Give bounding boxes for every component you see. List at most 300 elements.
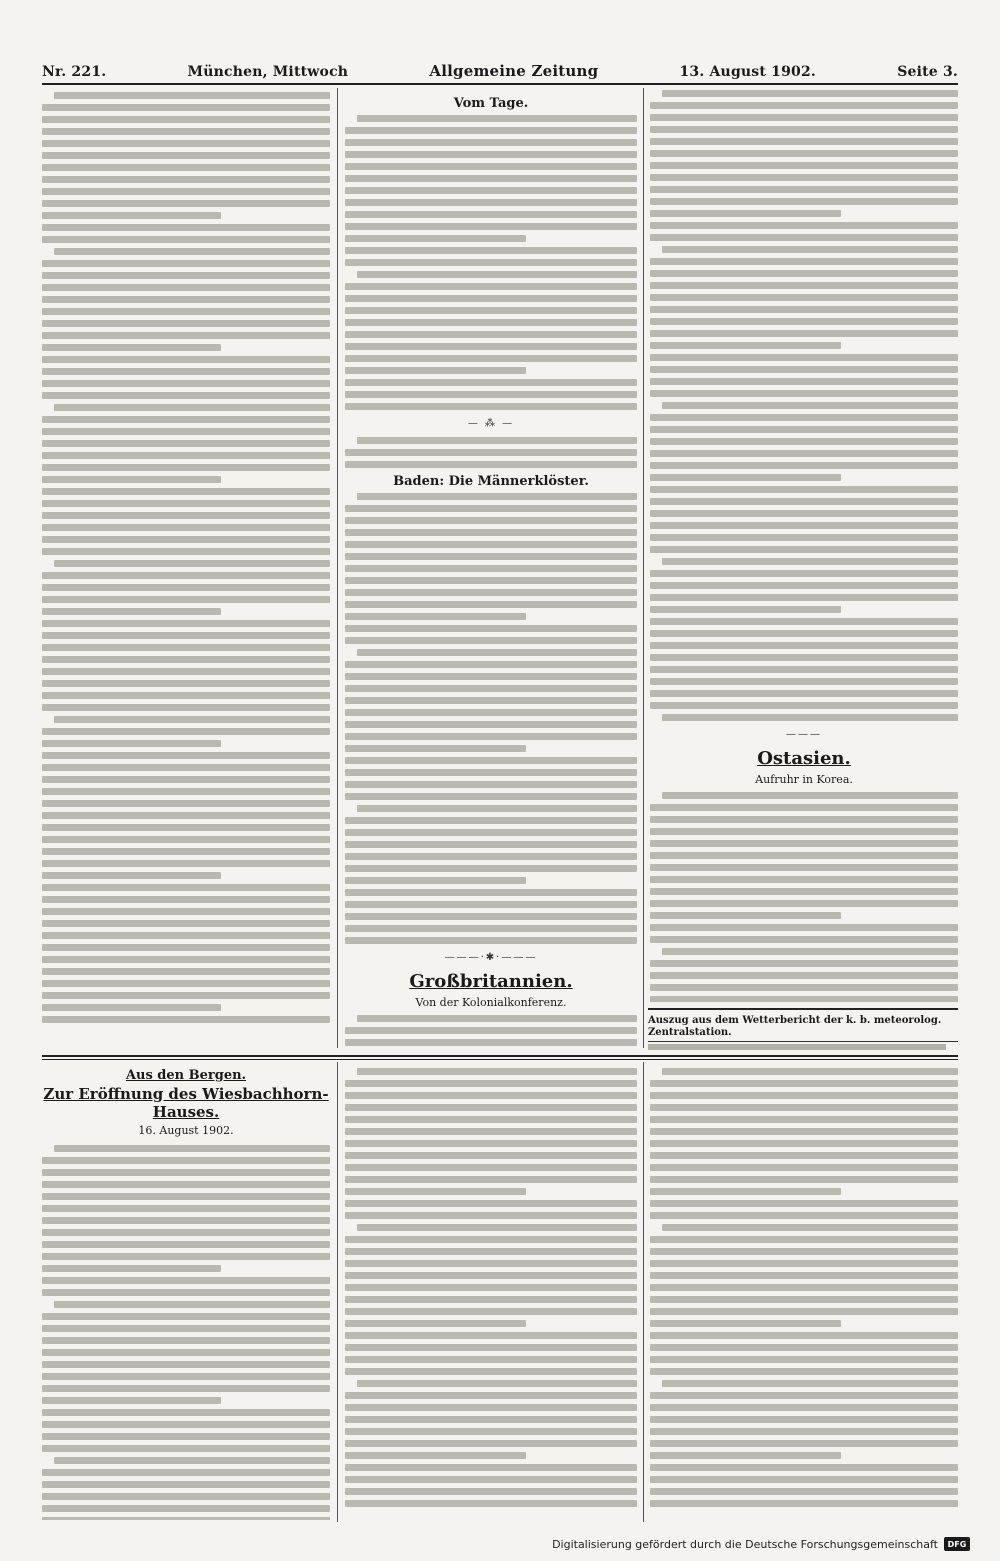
text-line: [345, 1476, 637, 1483]
feuilleton-date: 16. August 1902.: [138, 1124, 234, 1137]
text-line: [345, 613, 526, 620]
text-line: [662, 246, 958, 253]
text-line: [345, 937, 637, 944]
feuilleton-subtitle: Zur Eröffnung des Wiesbachhorn-Hauses.: [43, 1085, 329, 1121]
text-line: [345, 853, 637, 860]
text-line: [42, 704, 330, 711]
text-line: [650, 150, 958, 157]
text-line: [42, 1277, 330, 1284]
paper-title: Allgemeine Zeitung: [429, 62, 599, 80]
text-line: [42, 1421, 330, 1428]
text-line: [650, 390, 958, 397]
text-line: [345, 461, 637, 468]
text-line: [42, 368, 330, 375]
text-line: [650, 1248, 958, 1255]
column-text: [650, 90, 958, 721]
text-line: [345, 781, 637, 788]
text-line: [345, 1428, 637, 1435]
text-line: [650, 1080, 958, 1087]
text-line: [345, 817, 637, 824]
text-line: [650, 1200, 958, 1207]
text-line: [42, 1325, 330, 1332]
text-line: [42, 680, 330, 687]
weather-report: [648, 1008, 958, 1042]
text-line: [357, 1224, 637, 1231]
text-line: [42, 620, 330, 627]
text-line: [345, 127, 637, 134]
text-line: [650, 924, 958, 931]
column-text: [345, 115, 637, 410]
text-line: [345, 589, 637, 596]
text-line: [650, 816, 958, 823]
text-line: [345, 757, 637, 764]
text-line: [42, 1241, 330, 1248]
text-line: [650, 1236, 958, 1243]
section-title: Großbritannien.: [409, 971, 573, 992]
text-line: [42, 548, 330, 555]
text-line: [42, 128, 330, 135]
text-line: [345, 1284, 637, 1291]
text-line: [345, 1140, 637, 1147]
text-line: [42, 752, 330, 759]
text-line: [357, 437, 637, 444]
text-line: [650, 282, 958, 289]
text-line: [345, 151, 637, 158]
text-line: [42, 812, 330, 819]
digitization-footer: [552, 1533, 970, 1555]
text-line: [345, 1188, 526, 1195]
text-line: [42, 596, 330, 603]
text-line: [345, 1248, 637, 1255]
text-line: [345, 1404, 637, 1411]
divider: ———: [786, 729, 822, 740]
text-line: [650, 1164, 958, 1171]
text-line: [650, 1500, 958, 1507]
text-line: [345, 331, 637, 338]
text-line: [42, 260, 330, 267]
text-line: [42, 584, 330, 591]
text-line: [650, 114, 958, 121]
text-line: [42, 152, 330, 159]
text-line: [650, 318, 958, 325]
text-line: [650, 186, 958, 193]
text-line: [650, 702, 958, 709]
page-number: Seite 3.: [897, 64, 958, 80]
weather-title: Auszug aus dem Wetterbericht der k. b. meteorolog. Zentralstation.: [648, 1015, 942, 1038]
text-line: [650, 1212, 958, 1219]
text-line: [345, 673, 637, 680]
column-text: [345, 493, 637, 944]
text-line: [54, 560, 330, 567]
text-line: [650, 510, 958, 517]
text-line: [345, 1236, 637, 1243]
text-line: [54, 248, 330, 255]
text-line: [650, 366, 958, 373]
text-line: [345, 1200, 637, 1207]
text-line: [42, 1445, 330, 1452]
text-line: [650, 900, 958, 907]
text-line: [650, 138, 958, 145]
section-title: Vom Tage.: [453, 96, 529, 111]
text-line: [345, 175, 637, 182]
text-line: [42, 236, 330, 243]
text-line: [650, 1440, 958, 1447]
text-line: [650, 1260, 958, 1267]
text-line: [650, 354, 958, 361]
text-line: [650, 462, 958, 469]
text-line: [42, 800, 330, 807]
feuilleton-column-2: [345, 1068, 637, 1520]
text-line: [650, 162, 958, 169]
text-line: [650, 498, 958, 505]
text-line: [345, 577, 637, 584]
text-line: [345, 367, 526, 374]
text-line: [345, 877, 526, 884]
text-line: [42, 968, 330, 975]
text-line: [42, 788, 330, 795]
feuilleton-rule: [42, 1059, 958, 1060]
column-text: [650, 1068, 958, 1507]
text-line: [345, 1332, 637, 1339]
text-line: [42, 776, 330, 783]
text-line: [42, 1409, 330, 1416]
column-text: [345, 1068, 637, 1507]
text-line: [42, 224, 330, 231]
text-line: [650, 630, 958, 637]
text-line: [345, 1164, 637, 1171]
text-line: [42, 1181, 330, 1188]
text-line: [345, 187, 637, 194]
text-line: [345, 1104, 637, 1111]
text-line: [650, 996, 958, 1002]
text-line: [650, 1464, 958, 1471]
text-line: [42, 920, 330, 927]
divider: ———·✱·———: [444, 952, 538, 963]
text-line: [662, 948, 958, 955]
text-line: [42, 932, 330, 939]
column-text: [42, 92, 330, 1023]
text-line: [42, 356, 330, 363]
text-line: [42, 1493, 330, 1500]
text-line: [345, 769, 637, 776]
text-line: [345, 139, 637, 146]
text-line: [42, 1517, 330, 1520]
feuilleton-rule: [42, 1055, 958, 1057]
text-line: [42, 1397, 221, 1404]
text-line: [42, 200, 330, 207]
text-line: [357, 1015, 637, 1022]
text-line: [345, 721, 637, 728]
text-line: [650, 522, 958, 529]
text-line: [345, 1464, 637, 1471]
text-line: [42, 764, 330, 771]
text-line: [345, 1416, 637, 1423]
text-line: [662, 1380, 958, 1387]
text-line: [650, 1092, 958, 1099]
feuilleton-column-3: [650, 1068, 958, 1520]
text-line: [650, 852, 958, 859]
text-line: [345, 829, 637, 836]
text-line: [650, 1128, 958, 1135]
text-line: [42, 392, 330, 399]
text-line: [357, 1380, 637, 1387]
text-line: [650, 1320, 841, 1327]
text-line: [42, 188, 330, 195]
text-line: [345, 733, 637, 740]
text-line: [650, 1368, 958, 1375]
text-line: [42, 476, 221, 483]
text-line: [42, 416, 330, 423]
column-rule: [337, 88, 338, 1048]
text-line: [42, 668, 330, 675]
text-line: [357, 493, 637, 500]
text-line: [345, 685, 637, 692]
text-line: [650, 1284, 958, 1291]
text-line: [42, 296, 330, 303]
text-line: [345, 235, 526, 242]
text-line: [650, 864, 958, 871]
text-line: [345, 199, 637, 206]
text-line: [42, 1229, 330, 1236]
text-line: [650, 426, 958, 433]
column-2: [345, 90, 637, 1050]
text-line: [345, 901, 637, 908]
text-line: [42, 140, 330, 147]
text-line: [357, 115, 637, 122]
text-line: [345, 1152, 637, 1159]
text-line: [42, 608, 221, 615]
text-line: [650, 666, 958, 673]
place-day: München, Mittwoch: [187, 64, 349, 80]
text-line: [42, 872, 221, 879]
text-line: [345, 889, 637, 896]
text-line: [357, 805, 637, 812]
text-line: [650, 438, 958, 445]
text-line: [345, 1500, 637, 1507]
text-line: [42, 332, 330, 339]
text-line: [42, 500, 330, 507]
text-line: [345, 379, 637, 386]
divider: — ⁂ —: [467, 418, 515, 429]
text-line: [42, 176, 330, 183]
text-line: [42, 848, 330, 855]
text-line: [357, 1068, 637, 1075]
text-line: [42, 464, 330, 471]
text-line: [345, 565, 637, 572]
text-line: [42, 1385, 330, 1392]
text-line: [650, 1176, 958, 1183]
text-line: [357, 649, 637, 656]
text-line: [42, 1373, 330, 1380]
text-line: [650, 972, 958, 979]
text-line: [42, 1505, 330, 1512]
text-line: [345, 529, 637, 536]
text-line: [650, 1344, 958, 1351]
text-line: [650, 594, 958, 601]
text-line: [345, 1356, 637, 1363]
text-line: [345, 295, 637, 302]
text-line: [662, 558, 958, 565]
text-line: [650, 1296, 958, 1303]
text-line: [42, 740, 221, 747]
text-line: [42, 272, 330, 279]
text-line: [42, 1265, 221, 1272]
text-line: [42, 440, 330, 447]
text-line: [650, 258, 958, 265]
text-line: [650, 306, 958, 313]
text-line: [54, 716, 330, 723]
text-line: [42, 380, 330, 387]
text-line: [345, 793, 637, 800]
text-line: [650, 474, 841, 481]
text-line: [650, 888, 958, 895]
text-line: [650, 270, 958, 277]
text-line: [662, 90, 958, 97]
text-line: [42, 824, 330, 831]
text-line: [345, 1344, 637, 1351]
text-line: [345, 505, 637, 512]
column-3: [650, 90, 958, 1002]
text-line: [42, 572, 330, 579]
text-line: [357, 271, 637, 278]
text-line: [42, 536, 330, 543]
text-line: [345, 841, 637, 848]
feuilleton-title: Aus den Bergen.: [125, 1068, 247, 1083]
text-line: [345, 517, 637, 524]
text-line: [42, 452, 330, 459]
text-line: [345, 283, 637, 290]
text-line: [650, 1116, 958, 1123]
text-line: [650, 174, 958, 181]
text-line: [650, 1272, 958, 1279]
text-line: [650, 534, 958, 541]
text-line: [650, 678, 958, 685]
text-line: [650, 804, 958, 811]
text-line: [662, 402, 958, 409]
text-line: [650, 1104, 958, 1111]
text-line: [345, 1488, 637, 1495]
text-line: [650, 1188, 841, 1195]
column-text: [345, 437, 637, 468]
text-line: [650, 912, 841, 919]
text-line: [650, 582, 958, 589]
text-line: [650, 342, 841, 349]
text-line: [345, 247, 637, 254]
text-line: [54, 1301, 330, 1308]
text-line: [662, 1068, 958, 1075]
text-line: [42, 1169, 330, 1176]
text-line: [42, 692, 330, 699]
text-line: [650, 210, 841, 217]
column-rule: [643, 1062, 644, 1522]
text-line: [42, 512, 330, 519]
text-line: [54, 1145, 330, 1152]
text-line: [42, 1469, 330, 1476]
text-line: [345, 211, 637, 218]
text-line: [345, 1296, 637, 1303]
text-line: [345, 355, 637, 362]
text-line: [650, 876, 958, 883]
text-line: [345, 259, 637, 266]
text-line: [345, 637, 637, 644]
text-line: [662, 1224, 958, 1231]
text-line: [42, 524, 330, 531]
text-line: [650, 198, 958, 205]
text-line: [42, 1205, 330, 1212]
text-line: [345, 553, 637, 560]
text-line: [662, 792, 958, 799]
text-line: [42, 1193, 330, 1200]
text-line: [42, 1289, 330, 1296]
text-line: [650, 1404, 958, 1411]
text-line: [345, 319, 637, 326]
text-line: [42, 1481, 330, 1488]
text-line: [42, 908, 330, 915]
text-line: [345, 1212, 637, 1219]
text-line: [42, 992, 330, 999]
text-line: [345, 1128, 637, 1135]
text-line: [42, 1313, 330, 1320]
text-line: [42, 896, 330, 903]
issue-number: Nr. 221.: [42, 64, 107, 80]
column-rule: [337, 1062, 338, 1522]
text-line: [650, 1356, 958, 1363]
section-subtitle: Aufruhr in Korea.: [755, 773, 853, 786]
text-line: [42, 1157, 330, 1164]
dfg-logo-icon: DFG: [944, 1537, 970, 1551]
text-line: [42, 656, 330, 663]
text-line: [650, 1416, 958, 1423]
feuilleton-column-1: [42, 1068, 330, 1520]
text-line: [345, 745, 526, 752]
text-line: [650, 330, 958, 337]
text-line: [650, 642, 958, 649]
text-line: [650, 102, 958, 109]
text-line: [345, 1039, 637, 1046]
text-line: [42, 428, 330, 435]
text-line: [345, 1392, 637, 1399]
text-line: [42, 1349, 330, 1356]
text-line: [650, 546, 958, 553]
text-line: [345, 697, 637, 704]
text-line: [42, 1337, 330, 1344]
text-line: [345, 1027, 637, 1034]
masthead: [42, 58, 958, 80]
text-line: [650, 234, 958, 241]
text-line: [345, 1308, 637, 1315]
text-line: [345, 625, 637, 632]
text-line: [345, 601, 637, 608]
text-line: [42, 944, 330, 951]
text-line: [42, 1217, 330, 1224]
text-line: [345, 1116, 637, 1123]
text-line: [650, 1488, 958, 1495]
text-line: [42, 884, 330, 891]
text-line: [345, 1452, 526, 1459]
text-line: [650, 1308, 958, 1315]
text-line: [42, 164, 330, 171]
text-line: [650, 1428, 958, 1435]
text-line: [345, 541, 637, 548]
text-line: [345, 913, 637, 920]
masthead-rule: [42, 83, 958, 85]
column-text: [345, 1015, 637, 1050]
text-line: [42, 344, 221, 351]
text-line: [345, 865, 637, 872]
text-line: [662, 714, 958, 721]
text-line: [650, 606, 841, 613]
text-line: [42, 632, 330, 639]
